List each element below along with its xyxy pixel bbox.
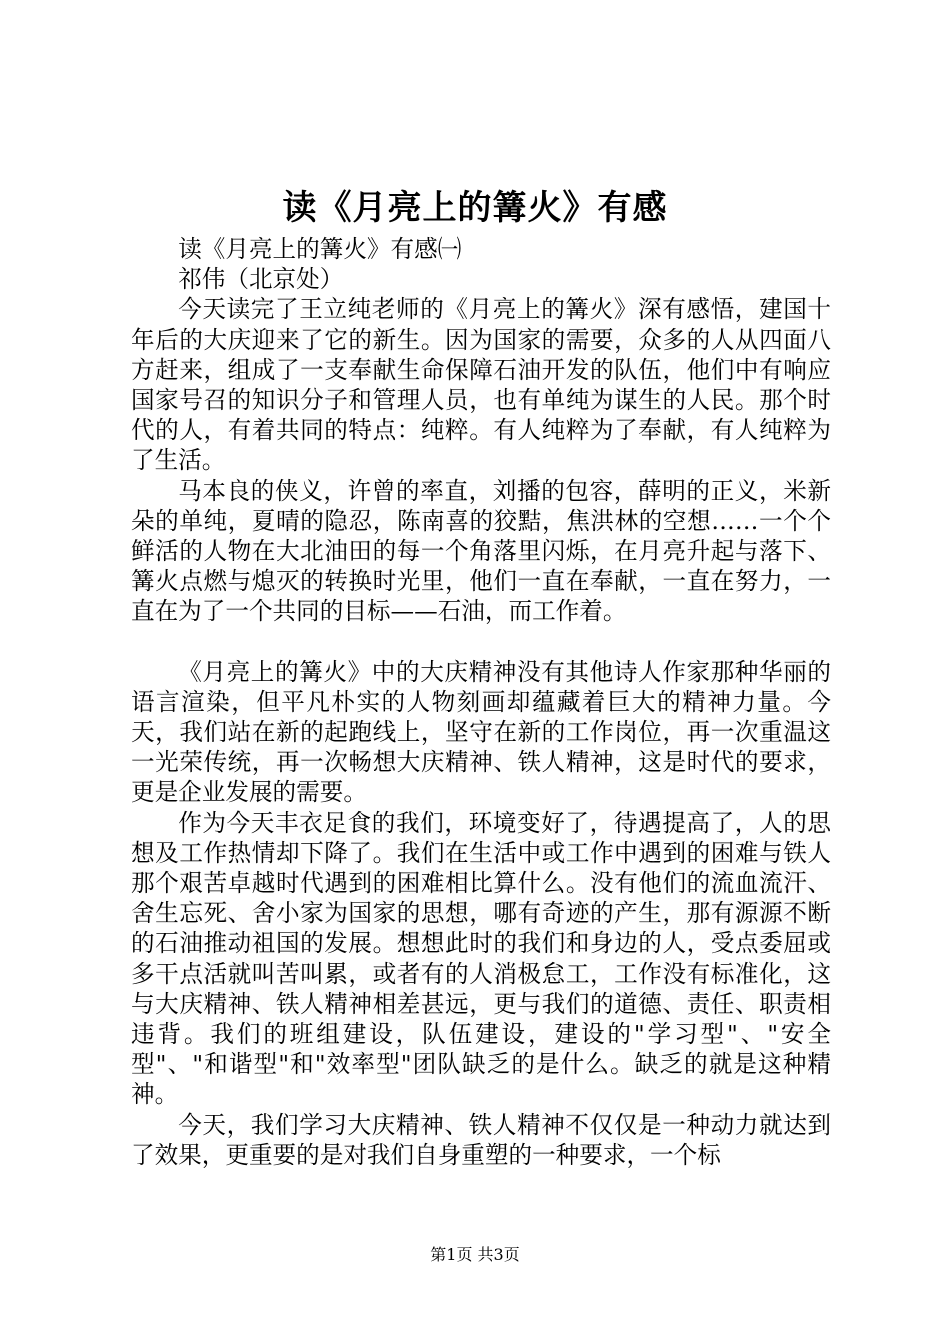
paragraph-5: 今天，我们学习大庆精神、铁人精神不仅仅是一种动力就达到了效果，更重要的是对我们自身重塑的一种要求，一个标 bbox=[131, 1110, 831, 1169]
paragraph-2: 马本良的侠义，许曾的率直，刘播的包容，薛明的正义，米新朵的单纯，夏晴的隐忍，陈南喜的狡黠，焦洪林的空想……一个个鲜活的人物在大北油田的每一个角落里闪烁，在月亮升起与落下、篝火点燃与熄灭的转换时光里，他们一直在奉献，一直在努力，一直在为了一个共同的目标——石油，而工作着。 bbox=[131, 476, 831, 626]
document-body bbox=[131, 234, 831, 1170]
author-line: 祁伟（北京处） bbox=[178, 265, 344, 294]
paragraph-4: 作为今天丰衣足食的我们，环境变好了，待遇提高了，人的思想及工作热情却下降了。我们在生活中或工作中遇到的困难与铁人那个艰苦卓越时代遇到的困难相比算什么。没有他们的流血流汗、舍生忘死、舍小家为国家的思想，哪有奇迹的产生，那有源源不断的石油推动祖国的发展。想想此时的我们和身边的人，受点委屈或多干点活就叫苦叫累，或者有的人消极怠工，工作没有标准化，这与大庆精神、铁人精神相差甚远，更与我们的道德、责任、职责相违背。我们的班组建设，队伍建设，建设的"学习型"、"安全型"、"和谐型"和"效率型"团队缺乏的是什么。缺乏的就是这种精神。 bbox=[131, 808, 831, 1109]
subtitle: 读《月亮上的篝火》有感㈠ bbox=[178, 235, 462, 263]
page-number-footer: 第1页 共3页 bbox=[430, 1245, 520, 1264]
paragraph-3: 《月亮上的篝火》中的大庆精神没有其他诗人作家那种华丽的语言渲染，但平凡朴实的人物刻画却蕴藏着巨大的精神力量。今天，我们站在新的起跑线上，坚守在新的工作岗位，再一次重温这一光荣传统，再一次畅想大庆精神、铁人精神，这是时代的要求，更是企业发展的需要。 bbox=[131, 657, 831, 807]
paragraph-1: 今天读完了王立纯老师的《月亮上的篝火》深有感悟，建国十年后的大庆迎来了它的新生。因为国家的需要，众多的人从四面八方赶来，组成了一支奉献生命保障石油开发的队伍，他们中有响应国家号召的知识分子和管理人员，也有单纯为谋生的人民。那个时代的人，有着共同的特点：纯粹。有人纯粹为了奉献，有人纯粹为了生活。 bbox=[131, 295, 831, 475]
document-title: 读《月亮上的篝火》有感 bbox=[282, 188, 668, 228]
